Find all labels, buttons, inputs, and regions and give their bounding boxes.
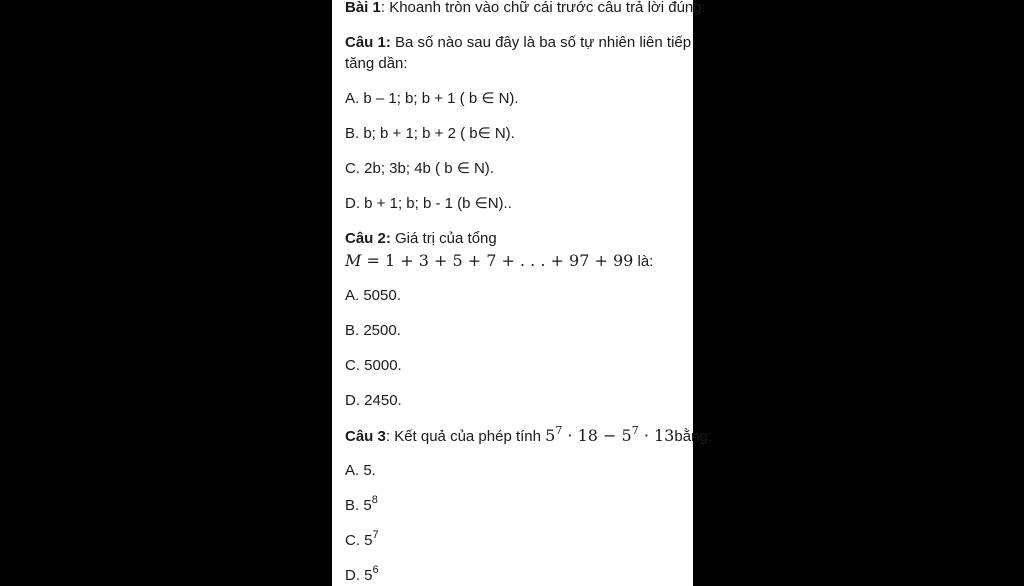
question-2-formula-line xyxy=(345,251,687,272)
option-b-exponent: 8 xyxy=(371,494,378,506)
question-2-option-c: C. 5000. xyxy=(345,357,402,374)
question-2-text xyxy=(345,229,687,249)
question-1-option-d: D. b + 1; b; b - 1 (b ∈N).. xyxy=(345,195,512,212)
question-3-tail: bằng: xyxy=(674,428,712,445)
question-1-text-line2: tăng dần: xyxy=(345,55,408,72)
option-d-exponent: 6 xyxy=(372,564,379,576)
option-b-base: B. 5 xyxy=(345,497,372,514)
question-3-option-d xyxy=(345,566,687,586)
formula-exponent-1: 7 xyxy=(555,423,563,437)
formula-variable: M xyxy=(345,251,362,270)
question-1-option-c: C. 2b; 3b; 4b ( b ∈ N). xyxy=(345,160,494,177)
formula-expression: = 1 + 3 + 5 + 7 + . . . + 97 + 99 xyxy=(361,251,634,270)
question-1-option-a: A. b – 1; b; b + 1 ( b ∈ N). xyxy=(345,90,519,107)
option-c-exponent: 7 xyxy=(372,529,379,541)
question-3-formula xyxy=(545,423,675,445)
question-3-label: Câu 3 xyxy=(345,428,386,445)
question-2-option-b: B. 2500. xyxy=(345,322,401,339)
question-1-text xyxy=(345,33,692,53)
option-d-base: D. 5 xyxy=(345,567,373,584)
question-3-option-c xyxy=(345,531,687,551)
question-2-formula xyxy=(345,251,633,270)
exercise-instruction: : Khoanh tròn vào chữ cái trước câu trả lời đúng: xyxy=(380,0,706,16)
question-3-text-body: : Kết quả của phép tính xyxy=(385,428,546,445)
formula-base-2: 5 xyxy=(621,426,632,445)
question-2-text-body: Giá trị của tổng xyxy=(390,230,497,247)
formula-base-1: 5 xyxy=(545,426,556,445)
question-3-option-a: A. 5. xyxy=(345,462,376,479)
question-3-text xyxy=(345,423,712,447)
question-2-label: Câu 2: xyxy=(345,230,391,247)
question-1-label: Câu 1: xyxy=(345,34,391,51)
question-2-option-d: D. 2450. xyxy=(345,392,402,409)
question-1-option-b: B. b; b + 1; b + 2 ( b∈ N). xyxy=(345,125,515,142)
question-1-text-line1: Ba số nào sau đây là ba số tự nhiên liên tiếp xyxy=(390,34,692,51)
formula-exponent-2: 7 xyxy=(631,423,639,437)
exercise-title: Bài 1 xyxy=(345,0,381,16)
question-2-option-a: A. 5050. xyxy=(345,287,401,304)
option-c-base: C. 5 xyxy=(345,532,373,549)
question-3-option-b xyxy=(345,496,687,516)
question-2-tail: là: xyxy=(633,253,654,270)
formula-end: · 13 xyxy=(638,426,675,445)
document-page xyxy=(332,0,712,586)
exercise-heading xyxy=(345,0,706,18)
formula-middle: · 18 − xyxy=(562,426,622,445)
